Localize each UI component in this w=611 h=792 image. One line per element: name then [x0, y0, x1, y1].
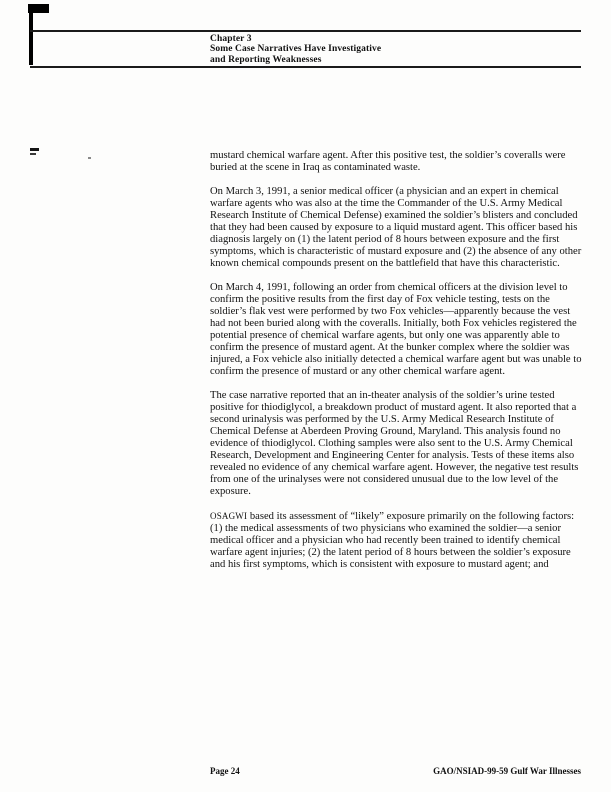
body-paragraph: The case narrative reported that an in-theater analysis of the soldier’s urine tested positive for thiodiglycol, a breakdown product of mustard agent. It also reported that a second urinalysis was performed by the U.S. Army Medical Research Institute of Chemical Defense at Aberdeen Proving Ground, Maryland. This analysis found no evidence of thiodiglycol. Clothing samples were also sent to the U.S. Army Chemical Research, Development and Engineering Center for analysis. Tests of these items also revealed no evidence of any chemical warfare agent. However, the negative test results from one of the urinalyses were not considered unusual due to the low level of the exposure.	[210, 390, 579, 497]
body-text-column	[210, 150, 582, 583]
body-paragraph-text: based its assessment of “likely” exposure primarily on the following factors: (1) the medical assessments of two physicians who examined the soldier—a senior medical officer and a physician who had recently been trained to identify chemical warfare agent injuries; (2) the latent period of 8 hours between the soldier’s exposure and his first symptoms, which is consistent with exposure to mustard agent; and	[210, 511, 575, 570]
body-paragraph: mustard chemical warfare agent. After this positive test, the soldier’s coveralls were buried at the scene in Iraq as contaminated waste.	[210, 150, 566, 173]
scan-artifact-dot	[88, 157, 91, 159]
chapter-label: Chapter 3	[210, 34, 252, 44]
scan-artifact-bar	[29, 12, 33, 65]
body-paragraph: On March 3, 1991, a senior medical officer (a physician and an expert in chemical warfare agents who was also at the time the Commander of the U.S. Army Medical Research Institute of Chemical Defense) examined the soldier’s blisters and concluded that they had been caused by exposure to a liquid mustard agent. This officer based his diagnosis largely on (1) the latent period of 8 hours between exposure and the first symptoms, which is characteristic of mustard exposure and (2) the absence of any other known chemical compounds present on the battlefield that have this characteristic.	[210, 186, 582, 269]
header-rule-top	[30, 30, 581, 32]
osagwi-smallcaps-text: OSAGWI	[210, 511, 248, 521]
chapter-title-line1: Some Case Narratives Have Investigative	[210, 44, 382, 55]
header-rule-bottom	[30, 66, 581, 68]
chapter-header	[210, 34, 381, 65]
footer-page-number: Page 24	[210, 766, 240, 776]
body-paragraph: On March 4, 1991, following an order from chemical officers at the division level to confirm the positive results from the first day of Fox vehicle testing, tests on the soldier’s flak vest were performed by two Fox vehicles—apparently because the vest had not been buried along with the coveralls. Initially, both Fox vehicles registered the potential presence of chemical warfare agents, but only one was apparently able to confirm the presence of mustard agent. At the bunker complex where the soldier was injured, a Fox vehicle also initially detected a chemical warfare agent but was unable to confirm the presence of mustard or any other chemical warfare agent.	[210, 282, 582, 377]
scan-artifact-dash	[30, 153, 36, 155]
body-paragraph	[210, 510, 582, 571]
scan-artifact-dash	[30, 148, 39, 151]
footer-report-id: GAO/NSIAD-99-59 Gulf War Illnesses	[433, 766, 581, 776]
chapter-title-line2: and Reporting Weaknesses	[210, 54, 322, 65]
